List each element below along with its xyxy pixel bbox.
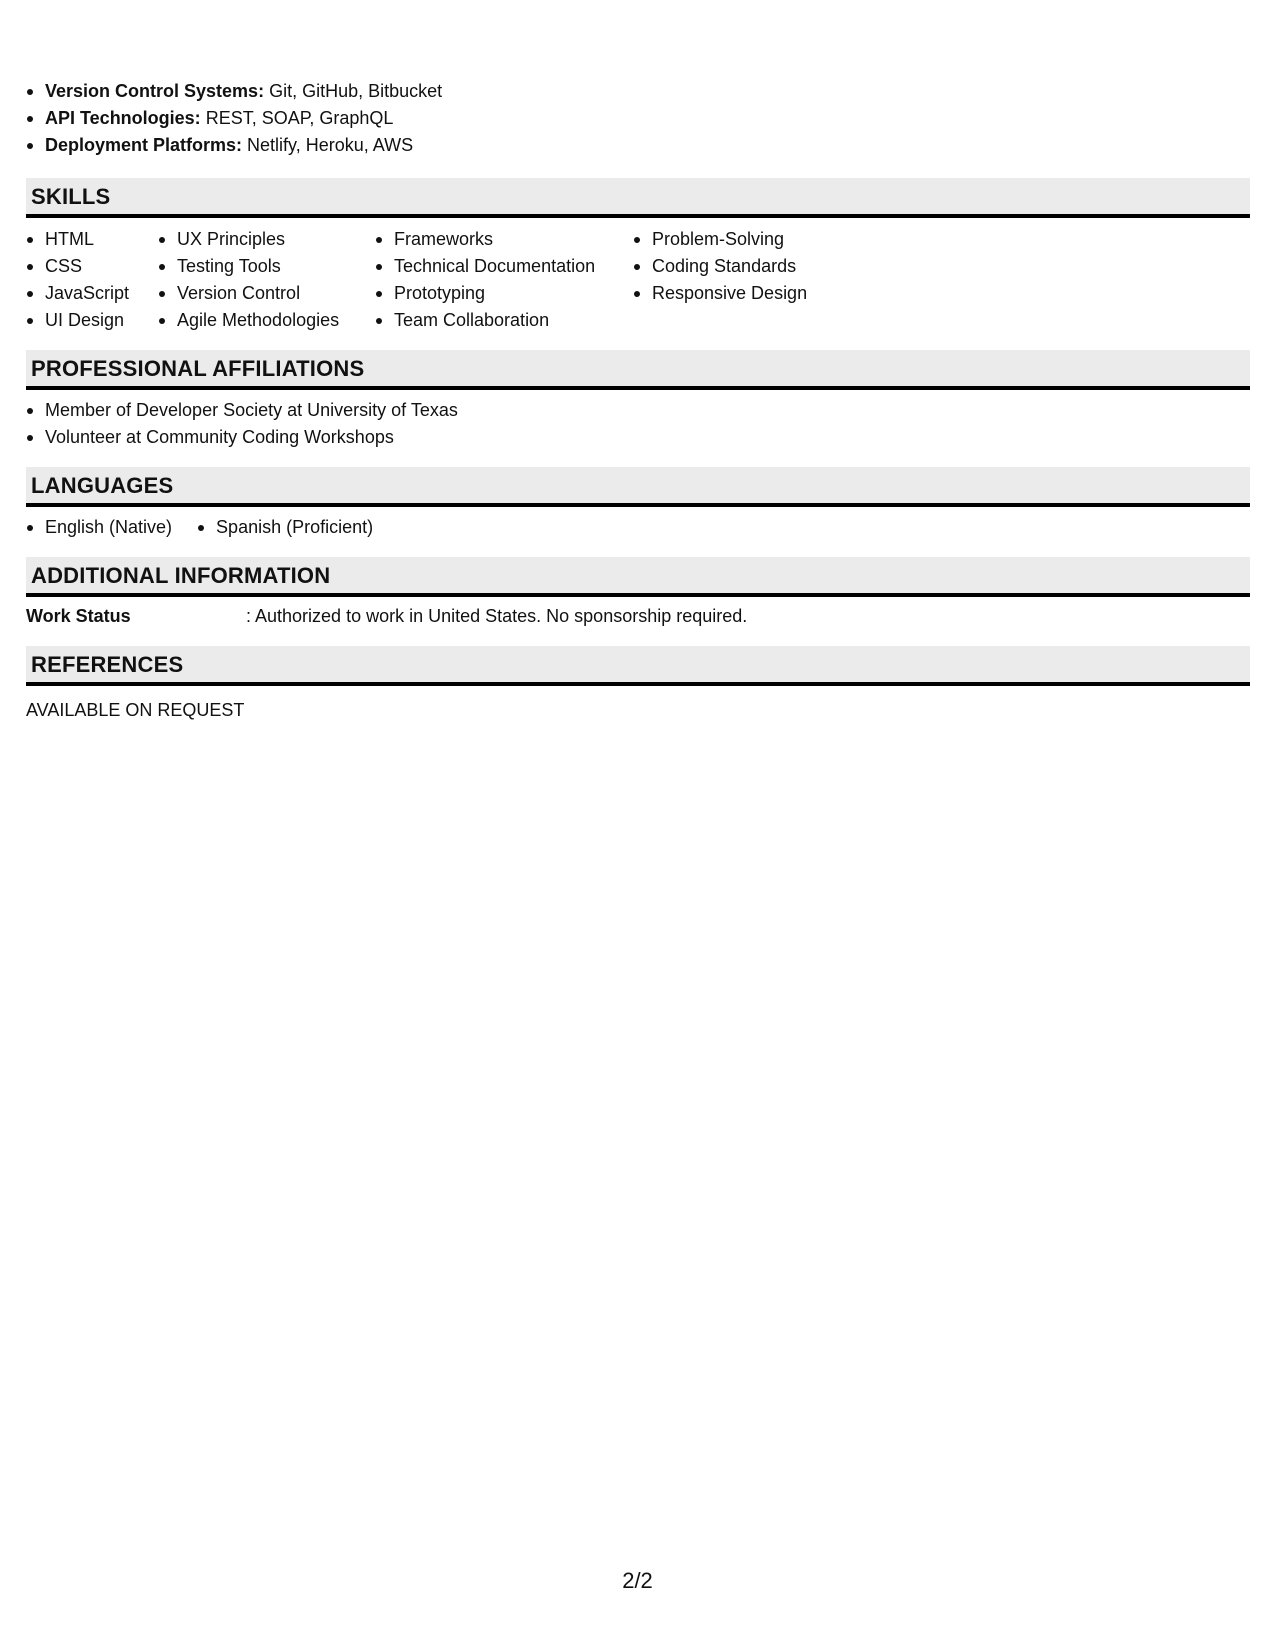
resume-page	[26, 78, 1250, 724]
skills-column	[26, 226, 137, 334]
work-status-value: Authorized to work in United States. No sponsorship required.	[255, 606, 748, 626]
skill-item: Testing Tools	[158, 253, 354, 280]
affiliation-item: Volunteer at Community Coding Workshops	[26, 424, 1250, 451]
technical-skills-list	[26, 78, 1250, 159]
skills-column	[375, 226, 612, 334]
skill-item: UI Design	[26, 307, 137, 334]
skill-item: Coding Standards	[633, 253, 833, 280]
skill-item: CSS	[26, 253, 137, 280]
page-number: 2/2	[622, 1568, 653, 1593]
tech-item-api	[26, 105, 1250, 132]
skill-item: Version Control	[158, 280, 354, 307]
skills-column	[633, 226, 833, 334]
skill-item: Team Collaboration	[375, 307, 612, 334]
affiliations-section-header: PROFESSIONAL AFFILIATIONS	[26, 350, 1250, 390]
skills-grid	[26, 226, 1250, 334]
additional-info-section-header: ADDITIONAL INFORMATION	[26, 557, 1250, 597]
skill-item: Responsive Design	[633, 280, 833, 307]
work-status-separator: :	[246, 606, 252, 626]
skill-item: UX Principles	[158, 226, 354, 253]
tech-item-value: Git, GitHub, Bitbucket	[264, 81, 443, 101]
skills-column	[158, 226, 354, 334]
skill-item: HTML	[26, 226, 137, 253]
references-text: AVAILABLE ON REQUEST	[26, 700, 245, 720]
skills-section-header: SKILLS	[26, 178, 1250, 218]
tech-item-value: Netlify, Heroku, AWS	[242, 135, 414, 155]
skill-item: Agile Methodologies	[158, 307, 354, 334]
skill-item: Problem-Solving	[633, 226, 833, 253]
language-item: English (Native)	[26, 514, 172, 541]
affiliations-list	[26, 397, 1250, 451]
references-section-header: REFERENCES	[26, 646, 1250, 686]
tech-item-deployment	[26, 132, 1250, 159]
skill-item: JavaScript	[26, 280, 137, 307]
languages-list	[26, 514, 1250, 541]
language-item: Spanish (Proficient)	[197, 514, 373, 541]
work-status-label: Work Status	[26, 606, 131, 626]
work-status-row	[26, 603, 1250, 630]
tech-item-label: Version Control Systems:	[45, 81, 265, 101]
skill-item: Prototyping	[375, 280, 612, 307]
tech-item-label: API Technologies:	[45, 108, 201, 128]
affiliation-item: Member of Developer Society at University of Texas	[26, 397, 1250, 424]
languages-section-header: LANGUAGES	[26, 467, 1250, 507]
skill-item: Frameworks	[375, 226, 612, 253]
tech-item-value: REST, SOAP, GraphQL	[200, 108, 394, 128]
skill-item: Technical Documentation	[375, 253, 612, 280]
tech-item-version-control	[26, 78, 1250, 105]
tech-item-label: Deployment Platforms:	[45, 135, 243, 155]
